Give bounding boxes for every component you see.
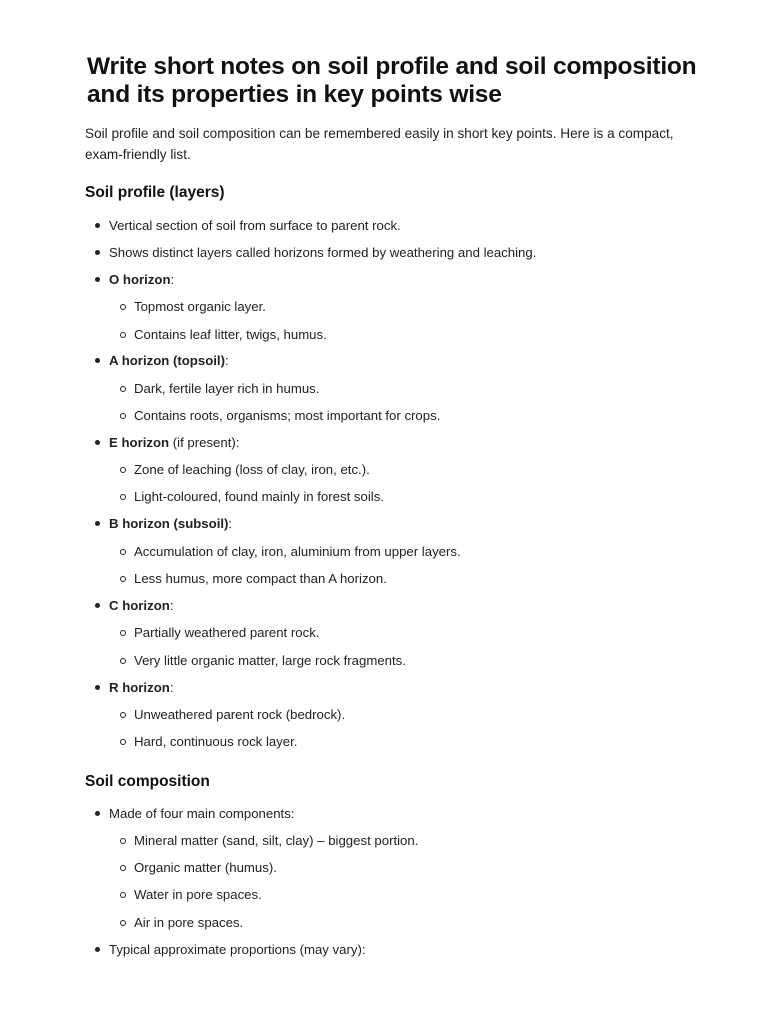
bullet-icon (95, 440, 100, 445)
list-item: Mineral matter (sand, silt, clay) – biggest portion. (134, 832, 418, 850)
circle-bullet-icon (120, 920, 126, 926)
list-item: Dark, fertile layer rich in humus. (134, 380, 319, 398)
bullet-icon (95, 358, 100, 363)
circle-bullet-icon (120, 838, 126, 844)
list-item: Water in pore spaces. (134, 886, 262, 904)
circle-bullet-icon (120, 467, 126, 473)
list-item: Vertical section of soil from surface to parent rock. (109, 217, 401, 235)
circle-bullet-icon (120, 332, 126, 338)
bullet-icon (95, 223, 100, 228)
content-body (87, 0, 727, 1024)
list-item-b-horizon: B horizon (subsoil): (109, 515, 232, 533)
list-item: Partially weathered parent rock. (134, 624, 319, 642)
bullet-icon (95, 250, 100, 255)
list-item: Accumulation of clay, iron, aluminium from upper layers. (134, 543, 461, 561)
list-item: Very little organic matter, large rock fragments. (134, 652, 406, 670)
circle-bullet-icon (120, 386, 126, 392)
list-item: Air in pore spaces. (134, 914, 243, 932)
list-item: Topmost organic layer. (134, 298, 266, 316)
bullet-icon (95, 603, 100, 608)
bullet-icon (95, 811, 100, 816)
circle-bullet-icon (120, 658, 126, 664)
circle-bullet-icon (120, 739, 126, 745)
list-item: Organic matter (humus). (134, 859, 277, 877)
circle-bullet-icon (120, 865, 126, 871)
list-item: Hard, continuous rock layer. (134, 733, 297, 751)
section-heading-soil-composition: Soil composition (85, 773, 210, 790)
bullet-icon (95, 277, 100, 282)
circle-bullet-icon (120, 630, 126, 636)
page-title: Write short notes on soil profile and soil composition and its properties in key points wise (87, 53, 697, 108)
circle-bullet-icon (120, 549, 126, 555)
bullet-icon (95, 685, 100, 690)
intro-paragraph: Soil profile and soil composition can be remembered easily in short key points. Here is a compact, exam-friendly list. (85, 126, 674, 162)
bullet-icon (95, 521, 100, 526)
list-item-r-horizon: R horizon: (109, 679, 173, 697)
list-item: Made of four main components: (109, 805, 294, 823)
list-item: Less humus, more compact than A horizon. (134, 570, 387, 588)
circle-bullet-icon (120, 712, 126, 718)
section-heading-soil-profile: Soil profile (layers) (85, 184, 225, 201)
list-item: Zone of leaching (loss of clay, iron, etc.). (134, 461, 370, 479)
list-item: Shows distinct layers called horizons formed by weathering and leaching. (109, 244, 536, 262)
list-item: Unweathered parent rock (bedrock). (134, 706, 345, 724)
circle-bullet-icon (120, 576, 126, 582)
circle-bullet-icon (120, 304, 126, 310)
list-item-a-horizon: A horizon (topsoil): (109, 352, 229, 370)
list-item-c-horizon: C horizon: (109, 597, 173, 615)
list-item: Typical approximate proportions (may vary): (109, 941, 366, 959)
list-item-o-horizon: O horizon: (109, 271, 174, 289)
circle-bullet-icon (120, 413, 126, 419)
circle-bullet-icon (120, 892, 126, 898)
list-item-e-horizon: E horizon (if present): (109, 434, 239, 452)
list-item: Light-coloured, found mainly in forest soils. (134, 488, 384, 506)
bullet-icon (95, 947, 100, 952)
circle-bullet-icon (120, 494, 126, 500)
list-item: Contains roots, organisms; most important for crops. (134, 407, 440, 425)
list-item: Contains leaf litter, twigs, humus. (134, 326, 327, 344)
